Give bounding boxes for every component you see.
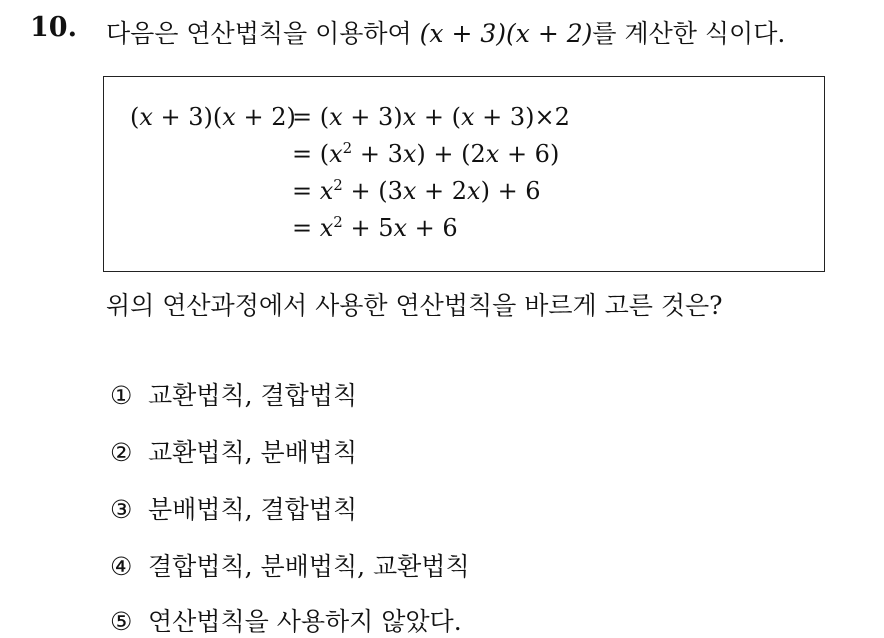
derivation-step-2: = $(x^2 + 3x) + (2x + 6)$: [292, 139, 560, 168]
choice-5[interactable]: [110, 602, 462, 638]
derivation-step-4: = $x^2 + 5x + 6$: [292, 213, 458, 242]
choice-1[interactable]: [110, 376, 357, 412]
choice-3[interactable]: [110, 490, 357, 526]
derivation-box: [103, 76, 825, 272]
question-stem: [106, 14, 785, 50]
choice-4[interactable]: [110, 547, 470, 583]
choice-2[interactable]: [110, 433, 357, 469]
derivation-step-1: = (x + 3)x + (x + 3)×2: [292, 103, 570, 131]
choice-marker: ③: [110, 495, 133, 524]
choice-marker: ①: [110, 381, 133, 410]
stem-text-before: 다음은 연산법칙을 이용하여: [106, 19, 412, 48]
question-prompt: 위의 연산과정에서 사용한 연산법칙을 바르게 고른 것은?: [106, 291, 723, 320]
choice-marker: ②: [110, 438, 133, 467]
choice-text: 교환법칙, 분배법칙: [148, 438, 358, 467]
choice-text: 연산법칙을 사용하지 않았다.: [148, 607, 462, 636]
choice-text: 결합법칙, 분배법칙, 교환법칙: [148, 552, 470, 581]
derivation-lhs: (x + 3)(x + 2): [130, 103, 296, 131]
stem-expression: (x + 3)(x + 2): [419, 19, 593, 48]
question-number: 10.: [30, 12, 77, 43]
stem-text-after: 를 계산한 식이다.: [592, 19, 786, 48]
choice-marker: ⑤: [110, 607, 133, 636]
derivation-step-3: = $x^2 + (3x + 2x) + 6$: [292, 176, 541, 205]
choice-marker: ④: [110, 552, 133, 581]
choice-text: 교환법칙, 결합법칙: [148, 381, 358, 410]
choice-text: 분배법칙, 결합법칙: [148, 495, 358, 524]
